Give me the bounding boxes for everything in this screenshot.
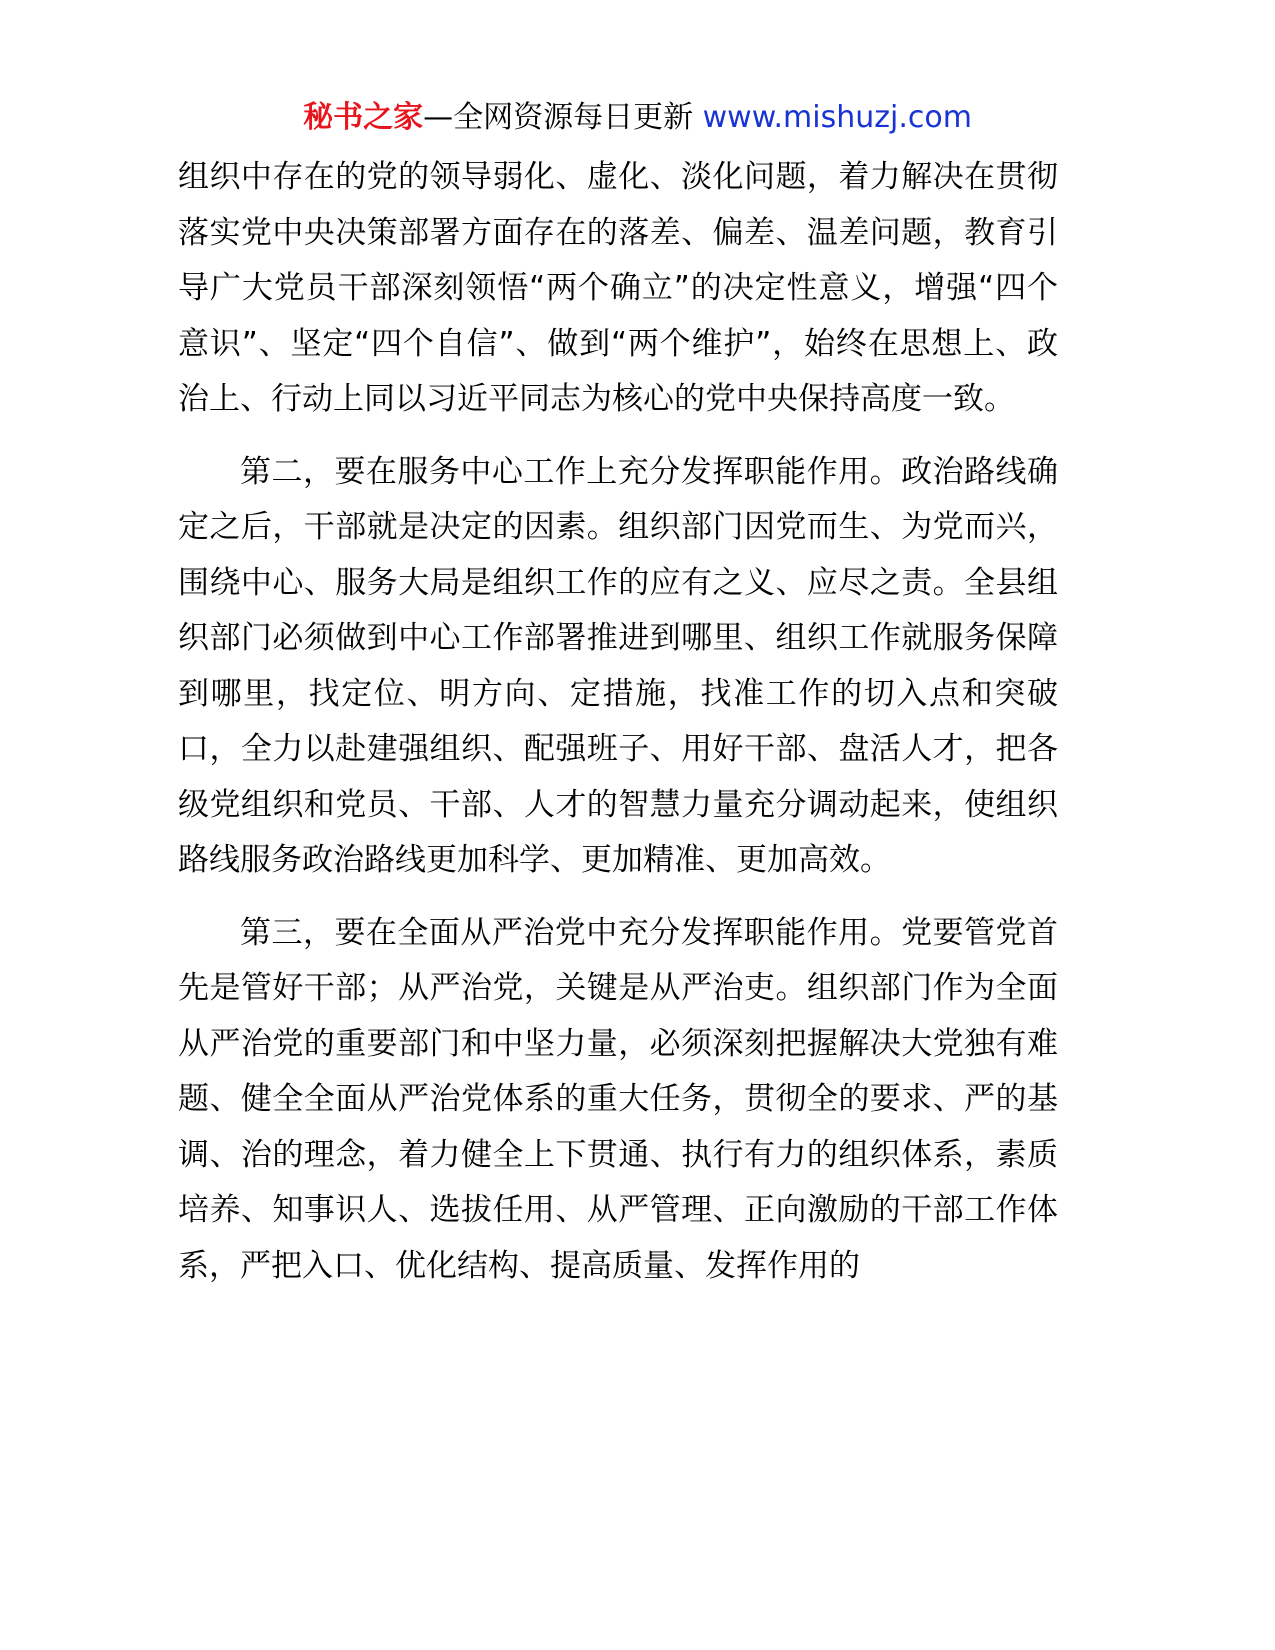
paragraph-second-point: 第二，要在服务中心工作上充分发挥职能作用。政治路线确定之后，干部就是决定的因素。组织部门因党而生、为党而兴，围绕中心、服务大局是组织工作的应有之义、应尽之责。全县组织部门必须做到中心工作部署推进到哪里、组织工作就服务保障到哪里，找定位、明方向、定措施，找准工作的切入点和突破口，全力以赴建强组织、配强班子、用好干部、盘活人才，把各级党组织和党员、干部、人才的智慧力量充分调动起来，使组织路线服务政治路线更加科学、更加精准、更加高效。 (178, 453, 1058, 878)
header-tagline: —全网资源每日更新 (423, 100, 703, 135)
paragraph-continuation: 组织中存在的党的领导弱化、虚化、淡化问题，着力解决在贯彻落实党中央决策部署方面存在的落差、偏差、温差问题，教育引导广大党员干部深刻领悟“两个确立”的决定性意义，增强“四个意识”、坚定“四个自信”、做到“两个维护”，始终在思想上、政治上、行动上同以习近平同志为核心的党中央保持高度一致。 (178, 159, 1058, 417)
brand-name: 秘书之家 (303, 100, 424, 135)
paragraph-third-point: 第三，要在全面从严治党中充分发挥职能作用。党要管党首先是管好干部；从严治党，关键是从严治吏。组织部门作为全面从严治党的重要部门和中坚力量，必须深刻把握解决大党独有难题、健全全面从严治党体系的重大任务，贯彻全的要求、严的基调、治的理念，着力健全上下贯通、执行有力的组织体系，素质培养、知事识人、选拔任用、从严管理、正向激励的干部工作体系，严把入口、优化结构、提高质量、发挥作用的 (178, 914, 1058, 1284)
document-body (178, 150, 1058, 1311)
site-url-link[interactable]: www.mishuzj.com (702, 100, 972, 135)
site-header (0, 98, 1275, 138)
